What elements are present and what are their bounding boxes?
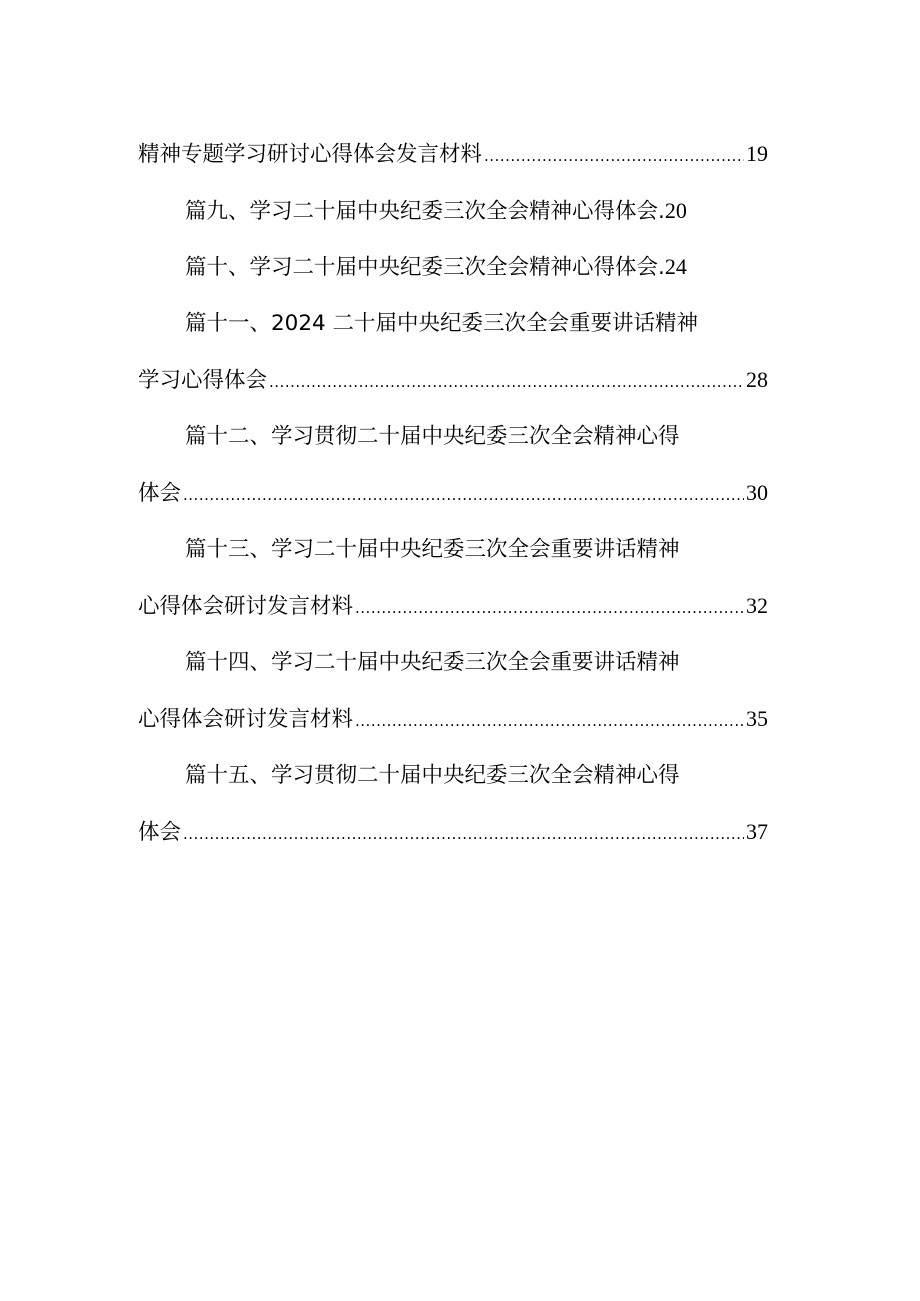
toc-entry-title: 篇十五、学习贯彻二十届中央纪委三次全会精神心得 bbox=[185, 762, 680, 788]
toc-entry-title: 篇九、学习二十届中央纪委三次全会精神心得体会. bbox=[185, 198, 665, 224]
toc-entry[interactable] bbox=[138, 748, 768, 805]
toc-dot-leader bbox=[183, 806, 744, 863]
toc-entry-title: 篇十一、2024 二十届中央纪委三次全会重要讲话精神 bbox=[185, 310, 699, 336]
toc-entry[interactable] bbox=[138, 522, 768, 579]
toc-entry-title: 篇十四、学习二十届中央纪委三次全会重要讲话精神 bbox=[185, 649, 680, 675]
toc-entry[interactable] bbox=[138, 635, 768, 692]
toc-entry[interactable] bbox=[138, 183, 768, 240]
toc-entry-title: 体会 bbox=[138, 820, 182, 845]
toc-entry-continuation[interactable] bbox=[138, 352, 768, 409]
toc-entry-continuation[interactable] bbox=[138, 804, 768, 861]
toc-page-number: 37 bbox=[746, 819, 768, 844]
toc-page-number: 24 bbox=[664, 254, 687, 279]
toc-page-number: 35 bbox=[746, 706, 768, 731]
toc-entry-title: 体会 bbox=[138, 481, 182, 506]
toc-entry-title: 篇十二、学习贯彻二十届中央纪委三次全会精神心得 bbox=[185, 423, 680, 449]
toc-entry-title: 篇十三、学习二十届中央纪委三次全会重要讲话精神 bbox=[185, 536, 680, 562]
toc-entry[interactable] bbox=[138, 239, 768, 296]
toc-entry[interactable] bbox=[138, 296, 768, 353]
toc-page-number: 20 bbox=[664, 197, 687, 223]
toc-entry-continuation[interactable] bbox=[138, 465, 768, 522]
table-of-contents bbox=[138, 126, 768, 861]
toc-entry-title: 心得体会研讨发言材料 bbox=[138, 594, 354, 619]
toc-entry[interactable] bbox=[138, 126, 768, 183]
toc-page-number: 19 bbox=[746, 141, 768, 166]
toc-dot-leader bbox=[355, 580, 744, 637]
toc-dot-leader bbox=[269, 354, 744, 411]
toc-page-number: 30 bbox=[746, 480, 768, 505]
toc-page-number: 28 bbox=[746, 367, 768, 392]
toc-entry-title: 学习心得体会 bbox=[138, 368, 268, 393]
toc-entry-title: 心得体会研讨发言材料 bbox=[138, 707, 354, 732]
toc-page-number: 32 bbox=[746, 593, 768, 618]
toc-entry-title: 篇十、学习二十届中央纪委三次全会精神心得体会. bbox=[185, 255, 665, 280]
toc-entry[interactable] bbox=[138, 409, 768, 466]
toc-dot-leader bbox=[183, 467, 744, 524]
toc-dot-leader bbox=[484, 128, 744, 185]
toc-entry-title: 精神专题学习研讨心得体会发言材料 bbox=[138, 142, 483, 167]
toc-dot-leader bbox=[355, 693, 744, 750]
toc-entry-continuation[interactable] bbox=[138, 578, 768, 635]
toc-entry-continuation[interactable] bbox=[138, 691, 768, 748]
